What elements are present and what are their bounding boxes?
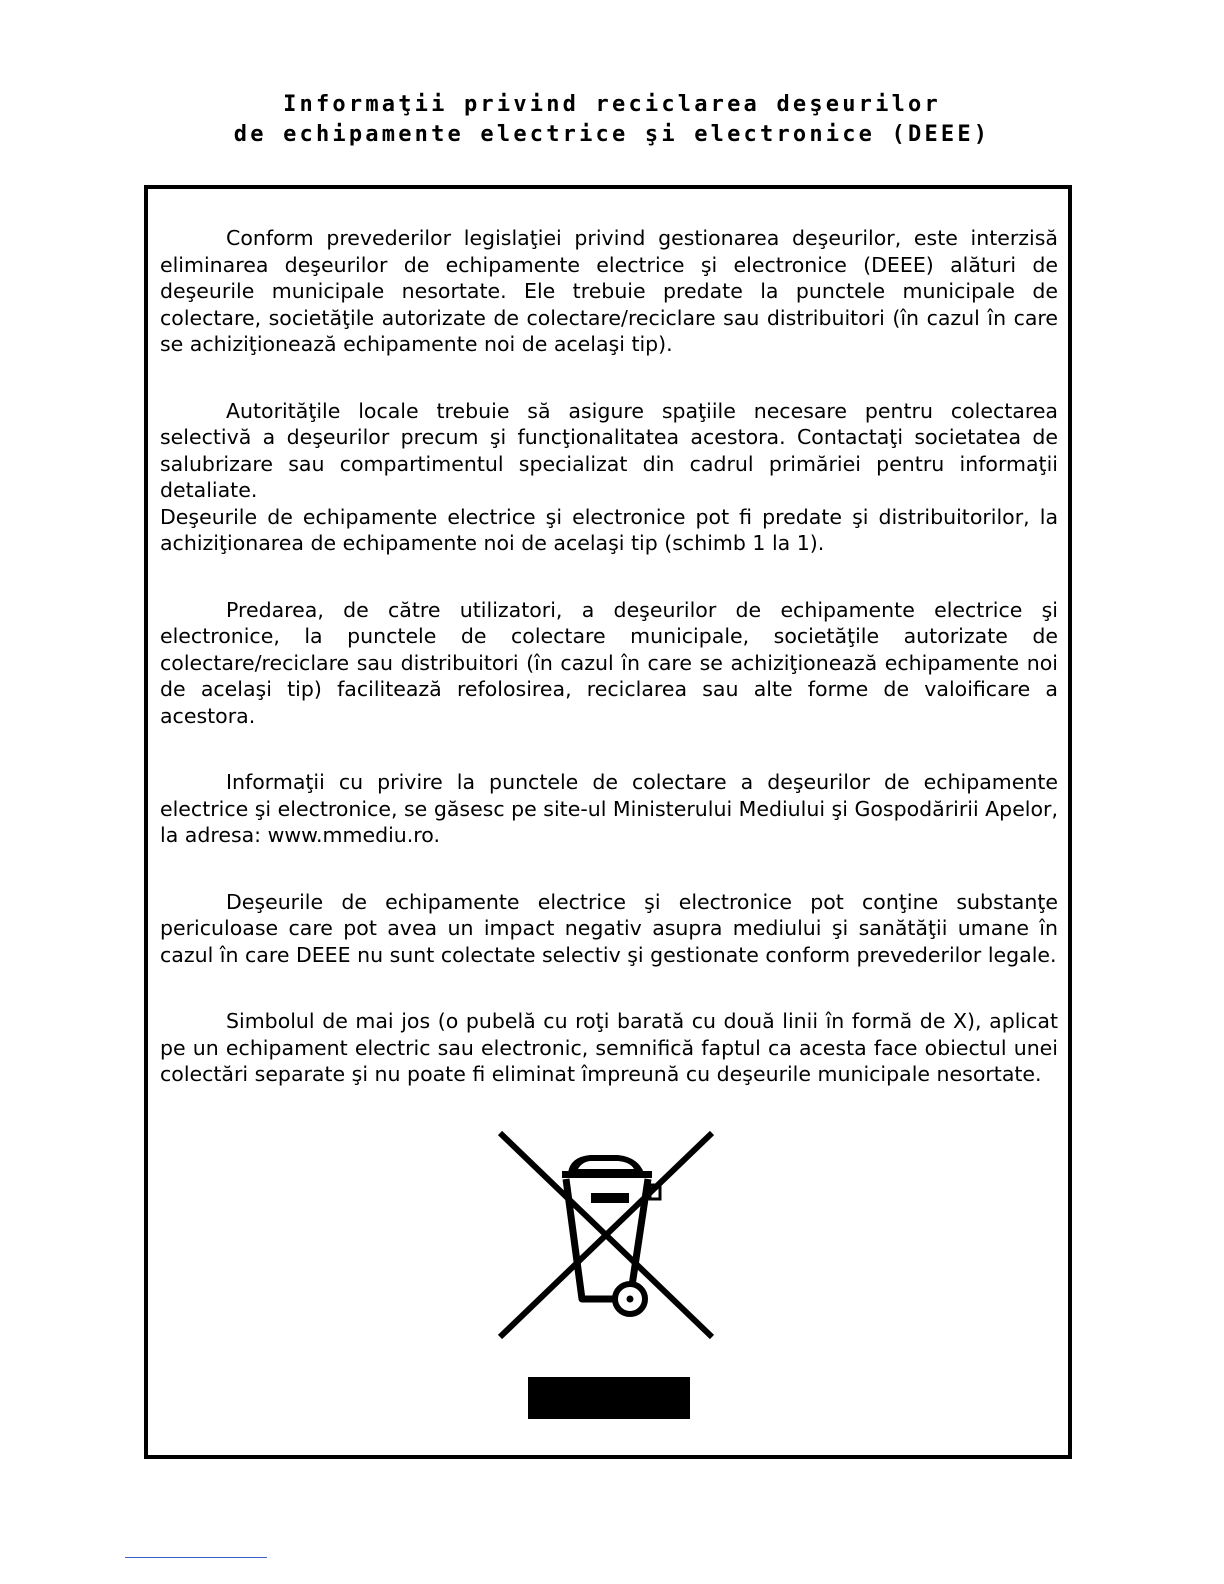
paragraph-collection-points: Informaţii cu privire la punctele de colectare a deşeurilor de echipamente electrice şi electronice, se găsesc pe site-ul Ministerului Mediului şi Gospodăririi Apelor, la adresa: www.mmediu.ro.: [160, 770, 1058, 847]
body-text: [160, 225, 1058, 1128]
paragraph-hazards: Deşeurile de echipamente electrice şi electronice pot conţine substanţe periculoase care pot avea un impact negativ asupra mediului şi sanătăţii umane în cazul în care DEEE nu sunt colectate selectiv şi gestionate conform prevederilor legale.: [160, 889, 1058, 967]
title-line-1: Informaţii privind reciclarea deşeurilor: [283, 92, 941, 117]
title-line-2: de echipamente electrice şi electronice (DEEE): [233, 122, 991, 147]
content-frame: [144, 185, 1072, 1459]
document-title: [0, 90, 1224, 150]
footnote-rule: [125, 1557, 267, 1558]
solid-black-bar: [528, 1377, 690, 1419]
paragraph-distributors: Deşeurile de echipamente electrice şi electronice pot fi predate şi distribuitorilor, la achiziţionarea de echipamente noi de acelaşi tip (schimb 1 la 1).: [160, 504, 1058, 555]
paragraph-legislation: Conform prevederilor legislaţiei privind gestionarea deşeurilor, este interzisă eliminarea deşeurilor de echipamente electrice şi electronice (DEEE) alături de deşeurile municipale nesortate. Ele trebuie predate la punctele municipale de colectare, societăţile autorizate de colectare/reciclare sau distribuitori (în cazul în care se achiziţionează echipamente noi de acelaşi tip).: [160, 226, 1058, 356]
crossed-out-wheelie-bin-icon: [498, 1131, 718, 1343]
paragraph-local-authorities: Autorităţile locale trebuie să asigure spaţiile necesare pentru colectarea selectivă a deşeurilor precum şi funcţionalitatea acestora. Contactaţi societatea de salubrizare sau compartimentul specializat din cadrul primăriei pentru informaţii detaliate.: [160, 398, 1058, 502]
paragraph-symbol: Simbolul de mai jos (o pubelă cu roţi barată cu două linii în formă de X), aplicat pe un echipament electric sau electronic, semnifică faptul ca acesta face obiectul unei colectări separate şi nu poate fi eliminat împreună cu deşeurile municipale nesortate.: [160, 1009, 1058, 1086]
paragraph-handover: Predarea, de către utilizatori, a deşeurilor de echipamente electrice şi electronice, la punctele de colectare municipale, societăţile autorizate de colectare/reciclare sau distribuitori (în cazul în care se achiziţionează echipamente noi de acelaşi tip) facilitează refolosirea, reciclarea sau alte forme de valoificare a acestora.: [160, 597, 1058, 728]
